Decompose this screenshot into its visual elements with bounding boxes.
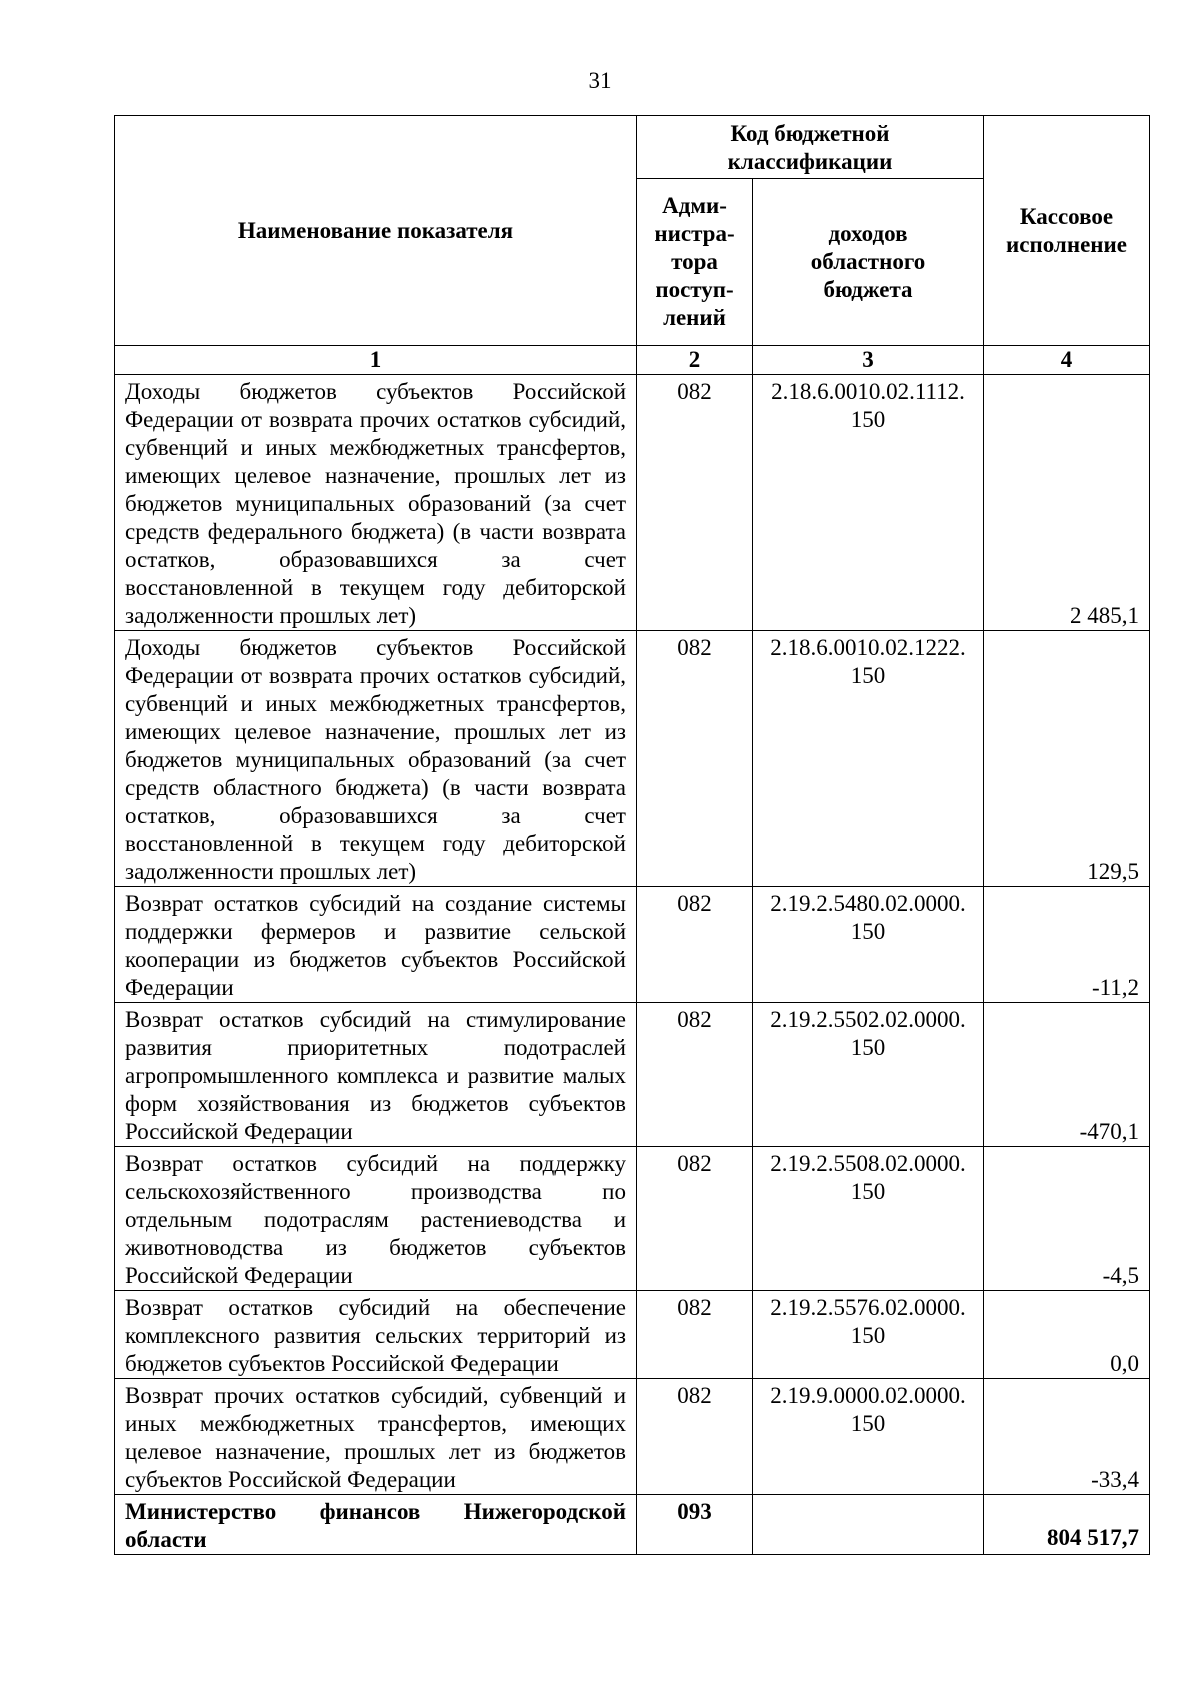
indicator-name: Возврат прочих остатков субсидий, субвенций и иных межбюджетных трансфертов, имеющих целевое назначение, прошлых лет из бюджетов субъектов Российской Федерации [115,1379,637,1495]
indicator-name: Доходы бюджетов субъектов Российской Федерации от возврата прочих остатков субсидий, субвенций и иных межбюджетных трансфертов, имеющих целевое назначение, прошлых лет из бюджетов муниципальных образований (за счет средств федерального бюджета) (в части возврата остатков, образовавшихся за счет восстановленной в текущем году дебиторской задолженности прошлых лет) [115,375,637,631]
header-regional-budget-income: доходов областного бюджета [753,179,984,346]
administrator-code: 082 [637,1379,753,1495]
cash-execution-amount: -4,5 [984,1147,1150,1291]
administrator-code: 082 [637,1147,753,1291]
table-row [115,1495,1150,1555]
indicator-name: Возврат остатков субсидий на создание системы поддержки фермеров и развитие сельской кооперации из бюджетов субъектов Российской Федерации [115,887,637,1003]
column-number: 1 [115,346,637,375]
administrator-code: 082 [637,1291,753,1379]
cash-execution-amount: 129,5 [984,631,1150,887]
indicator-name: Министерство финансов Нижегородской области [115,1495,637,1555]
classification-code: 2.19.9.0000.02.0000. 150 [753,1379,984,1495]
indicator-name: Доходы бюджетов субъектов Российской Федерации от возврата прочих остатков субсидий, субвенций и иных межбюджетных трансфертов, имеющих целевое назначение, прошлых лет из бюджетов муниципальных образований (за счет средств областного бюджета) (в части возврата остатков, образовавшихся за счет восстановленной в текущем году дебиторской задолженности прошлых лет) [115,631,637,887]
classification-code: 2.18.6.0010.02.1222. 150 [753,631,984,887]
classification-code: 2.19.2.5502.02.0000. 150 [753,1003,984,1147]
table-row [115,1003,1150,1147]
column-number: 4 [984,346,1150,375]
classification-code: 2.19.2.5508.02.0000. 150 [753,1147,984,1291]
cash-execution-amount: -11,2 [984,887,1150,1003]
page-number: 31 [588,68,612,93]
cash-execution-amount: 804 517,7 [984,1495,1150,1555]
administrator-code: 093 [637,1495,753,1555]
administrator-code: 082 [637,887,753,1003]
table-row [115,1379,1150,1495]
administrator-code: 082 [637,1003,753,1147]
classification-code [753,1495,984,1555]
administrator-code: 082 [637,375,753,631]
column-number: 3 [753,346,984,375]
header-indicator-name: Наименование показателя [115,116,637,346]
indicator-name: Возврат остатков субсидий на обеспечение комплексного развития сельских территорий из бюджетов субъектов Российской Федерации [115,1291,637,1379]
classification-code: 2.18.6.0010.02.1112. 150 [753,375,984,631]
cash-execution-amount: 2 485,1 [984,375,1150,631]
table-row [115,887,1150,1003]
table-row [115,375,1150,631]
classification-code: 2.19.2.5576.02.0000. 150 [753,1291,984,1379]
column-number: 2 [637,346,753,375]
header-cash-execution: Кассовое исполнение [984,116,1150,346]
indicator-name: Возврат остатков субсидий на поддержку сельскохозяйственного производства по отдельным подотраслям растениеводства и животноводства из бюджетов субъектов Российской Федерации [115,1147,637,1291]
table-row [115,1291,1150,1379]
administrator-code: 082 [637,631,753,887]
cash-execution-amount: 0,0 [984,1291,1150,1379]
table-body [115,375,1150,1555]
cash-execution-amount: -470,1 [984,1003,1150,1147]
indicator-name: Возврат остатков субсидий на стимулирование развития приоритетных подотраслей агропромышленного комплекса и развитие малых форм хозяйствования из бюджетов субъектов Российской Федерации [115,1003,637,1147]
classification-code: 2.19.2.5480.02.0000. 150 [753,887,984,1003]
table-row [115,631,1150,887]
cash-execution-amount: -33,4 [984,1379,1150,1495]
table-row [115,1147,1150,1291]
budget-table [114,115,1150,1555]
header-classification-code: Код бюджетной классификации [637,116,984,179]
header-revenue-administrator: Адми- нистра- тора поступ- лений [637,179,753,346]
